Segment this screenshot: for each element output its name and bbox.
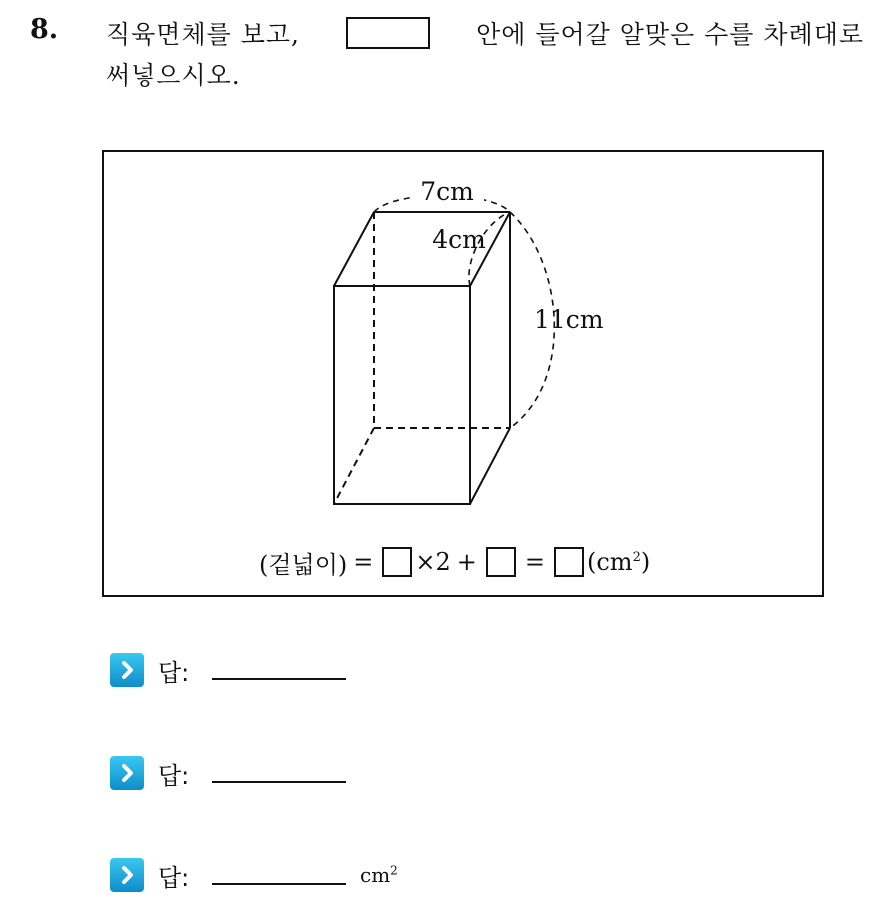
surface-area-formula: [259, 542, 650, 582]
width-label: 4cm: [432, 225, 486, 254]
question-text-part2: 안에 들어갈 알맞은 수를 차례대로: [476, 20, 864, 49]
question-text-line2: 써넣으시오.: [106, 61, 241, 90]
formula-blank-box-3: [554, 547, 584, 577]
height-label: 11cm: [534, 305, 604, 334]
answer-blank-line[interactable]: [212, 755, 346, 783]
chevron-right-icon: [110, 858, 144, 892]
answer-unit-exponent: 2: [390, 863, 398, 878]
cuboid-hidden-edges: [334, 212, 510, 504]
chevron-right-icon: [110, 653, 144, 687]
formula-unit-base: (cm: [587, 548, 633, 576]
answer-blank-line[interactable]: [212, 857, 346, 885]
front-face: [334, 286, 470, 504]
formula-unit-exponent: 2: [632, 550, 641, 565]
answer-blank-line[interactable]: [212, 652, 346, 680]
formula-unit-close: ): [640, 548, 651, 576]
chevron-right-icon: [110, 756, 144, 790]
answer-row: [110, 650, 346, 690]
formula-times-two: ×2: [415, 548, 451, 576]
answer-unit-base: cm: [360, 863, 391, 887]
question-number: 8.: [30, 14, 59, 45]
question-text-part1: 직육면체를 보고,: [106, 20, 300, 49]
answer-unit: [360, 863, 398, 887]
answer-label: 답:: [158, 658, 190, 687]
edge-bottom-right: [470, 428, 510, 504]
formula-unit: [587, 548, 650, 576]
hidden-edge-bottom-left: [334, 428, 374, 504]
answer-label: 답:: [158, 761, 190, 790]
cuboid-solid-edges: [334, 212, 510, 504]
cuboid-diagram: [104, 152, 826, 599]
question-text-line1: [106, 15, 864, 51]
answer-row: [110, 753, 346, 793]
formula-equals-2: =: [524, 548, 545, 576]
question-blank-box: [346, 17, 430, 49]
answer-row: [110, 855, 398, 895]
length-label: 7cm: [420, 177, 474, 206]
formula-lhs: (겉넓이): [259, 550, 348, 579]
figure-frame: [102, 150, 824, 597]
formula-plus: +: [456, 548, 477, 576]
formula-blank-box-2: [486, 547, 516, 577]
formula-blank-box-1: [382, 547, 412, 577]
answer-label: 답:: [158, 863, 190, 892]
formula-equals-1: =: [353, 548, 374, 576]
edge-top-left: [334, 212, 374, 286]
